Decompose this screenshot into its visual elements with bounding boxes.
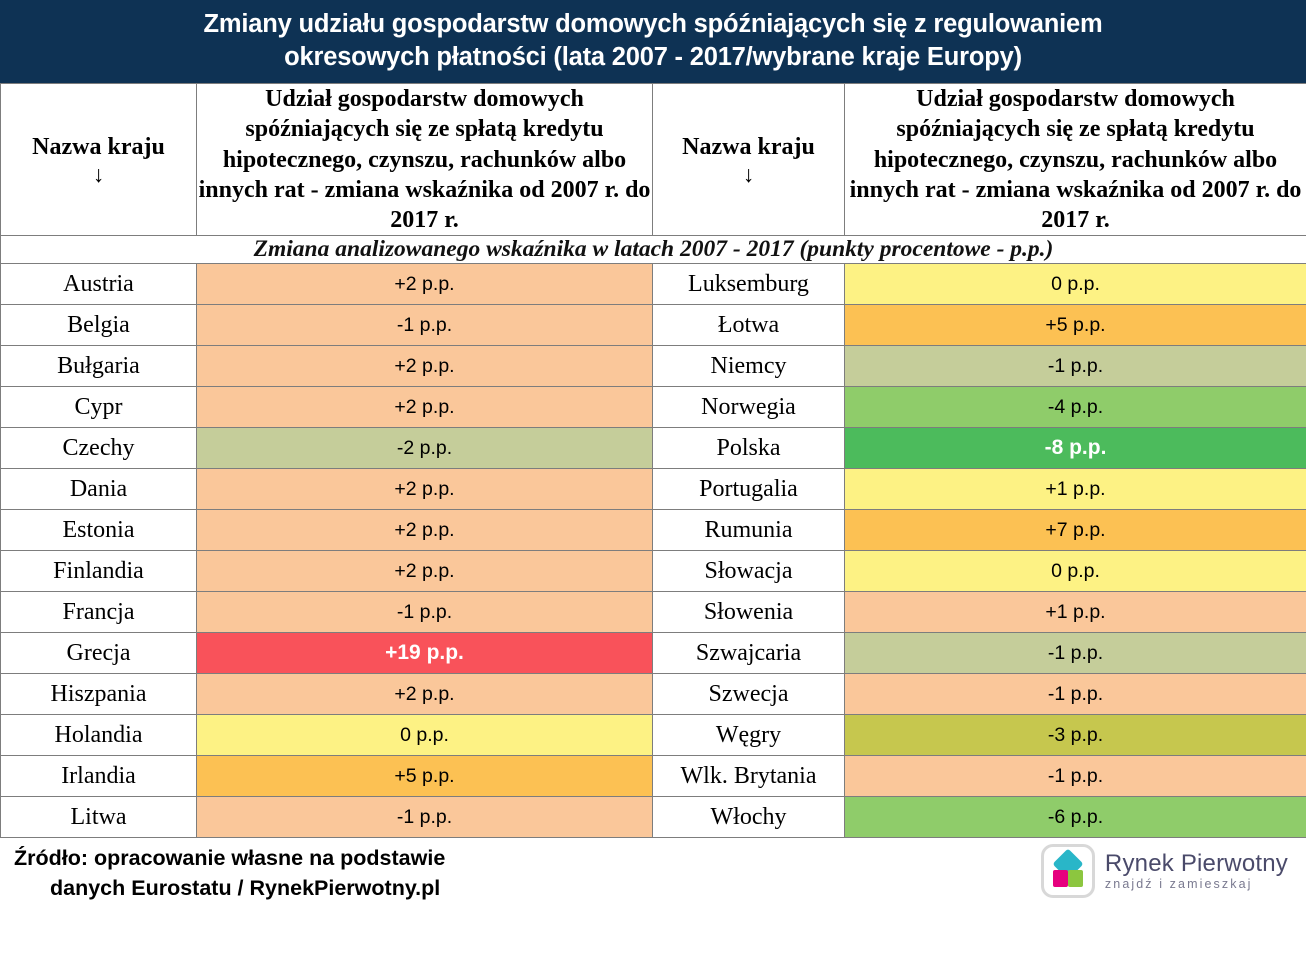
table-subheader-row	[1, 236, 1306, 264]
country-cell-right: Luksemburg	[653, 264, 845, 305]
country-cell-left: Cypr	[1, 387, 197, 428]
country-cell-right: Niemcy	[653, 346, 845, 387]
country-cell-left: Litwa	[1, 797, 197, 838]
right-square-icon	[1068, 870, 1083, 887]
value-cell-left: +2 p.p.	[197, 510, 653, 551]
source-line-1: Źródło: opracowanie własne na podstawie	[14, 846, 446, 871]
country-cell-right: Węgry	[653, 715, 845, 756]
brand-logo[interactable]	[1041, 844, 1288, 898]
source-line-2: danych Eurostatu / RynekPierwotny.pl	[50, 876, 441, 901]
value-cell-right: 0 p.p.	[845, 264, 1306, 305]
country-cell-left: Holandia	[1, 715, 197, 756]
country-cell-right: Włochy	[653, 797, 845, 838]
header-value-right: Udział gospodarstw domowych spóźniających się ze spłatą kredytu hipotecznego, czynszu, rachunków albo innych rat - zmiana wskaźnika od 2007 r. do 2017 r.	[845, 84, 1306, 236]
value-cell-right: +7 p.p.	[845, 510, 1306, 551]
down-arrow-icon: ↓	[742, 162, 755, 188]
country-cell-right: Słowenia	[653, 592, 845, 633]
brand-name: Rynek Pierwotny	[1104, 850, 1288, 878]
value-cell-right: -1 p.p.	[845, 756, 1306, 797]
table-row	[1, 305, 1306, 346]
value-cell-left: -1 p.p.	[197, 592, 653, 633]
value-cell-right: -6 p.p.	[845, 797, 1306, 838]
house-logo-icon	[1041, 844, 1095, 898]
table-row	[1, 346, 1306, 387]
table-row	[1, 756, 1306, 797]
table-row	[1, 428, 1306, 469]
value-cell-left: -1 p.p.	[197, 305, 653, 346]
page-title	[0, 0, 1306, 83]
country-cell-right: Rumunia	[653, 510, 845, 551]
value-cell-right: -1 p.p.	[845, 674, 1306, 715]
country-cell-left: Dania	[1, 469, 197, 510]
table-header-row	[1, 84, 1306, 236]
down-arrow-icon: ↓	[92, 162, 105, 188]
title-line-1: Zmiany udziału gospodarstw domowych spóźniających się z regulowaniem	[203, 10, 1103, 38]
value-cell-right: -8 p.p.	[845, 428, 1306, 469]
value-cell-right: -4 p.p.	[845, 387, 1306, 428]
table-row	[1, 264, 1306, 305]
table-row	[1, 797, 1306, 838]
title-line-2: okresowych płatności (lata 2007 - 2017/wybrane kraje Europy)	[284, 42, 1022, 71]
subheader-label: Zmiana analizowanego wskaźnika w latach 2007 - 2017 (punkty procentowe - p.p.)	[1, 236, 1306, 264]
table-row	[1, 633, 1306, 674]
value-cell-right: 0 p.p.	[845, 551, 1306, 592]
value-cell-left: +2 p.p.	[197, 346, 653, 387]
table-row	[1, 469, 1306, 510]
country-cell-left: Grecja	[1, 633, 197, 674]
data-table	[0, 83, 1306, 838]
country-cell-left: Belgia	[1, 305, 197, 346]
value-cell-left: -2 p.p.	[197, 428, 653, 469]
value-cell-right: -1 p.p.	[845, 346, 1306, 387]
value-cell-right: -1 p.p.	[845, 633, 1306, 674]
table-row	[1, 715, 1306, 756]
country-cell-right: Słowacja	[653, 551, 845, 592]
header-country-left	[1, 84, 197, 236]
country-cell-left: Francja	[1, 592, 197, 633]
header-country-right	[653, 84, 845, 236]
value-cell-left: 0 p.p.	[197, 715, 653, 756]
value-cell-right: +1 p.p.	[845, 469, 1306, 510]
country-cell-left: Czechy	[1, 428, 197, 469]
country-cell-right: Portugalia	[653, 469, 845, 510]
value-cell-right: -3 p.p.	[845, 715, 1306, 756]
country-cell-right: Wlk. Brytania	[653, 756, 845, 797]
country-cell-right: Szwecja	[653, 674, 845, 715]
value-cell-left: +2 p.p.	[197, 264, 653, 305]
header-country-left-text: Nazwa kraju	[32, 134, 165, 161]
country-cell-left: Austria	[1, 264, 197, 305]
table-row	[1, 592, 1306, 633]
table-row	[1, 387, 1306, 428]
table-row	[1, 510, 1306, 551]
country-cell-left: Estonia	[1, 510, 197, 551]
country-cell-right: Łotwa	[653, 305, 845, 346]
value-cell-right: +5 p.p.	[845, 305, 1306, 346]
country-cell-left: Bułgaria	[1, 346, 197, 387]
value-cell-left: -1 p.p.	[197, 797, 653, 838]
table-row	[1, 551, 1306, 592]
country-cell-left: Hiszpania	[1, 674, 197, 715]
country-cell-left: Irlandia	[1, 756, 197, 797]
value-cell-left: +19 p.p.	[197, 633, 653, 674]
header-value-left: Udział gospodarstw domowych spóźniających się ze spłatą kredytu hipotecznego, czynszu, rachunków albo innych rat - zmiana wskaźnika od 2007 r. do 2017 r.	[197, 84, 653, 236]
value-cell-left: +2 p.p.	[197, 387, 653, 428]
header-country-right-text: Nazwa kraju	[682, 134, 815, 161]
country-cell-right: Szwajcaria	[653, 633, 845, 674]
left-square-icon	[1053, 870, 1068, 887]
brand-text	[1105, 851, 1288, 891]
country-cell-right: Polska	[653, 428, 845, 469]
country-cell-left: Finlandia	[1, 551, 197, 592]
brand-tagline: znajdź i zamieszkaj	[1104, 876, 1253, 891]
value-cell-left: +2 p.p.	[197, 469, 653, 510]
table-body	[1, 264, 1306, 838]
footer	[0, 838, 1306, 912]
value-cell-right: +1 p.p.	[845, 592, 1306, 633]
value-cell-left: +2 p.p.	[197, 551, 653, 592]
table-row	[1, 674, 1306, 715]
country-cell-right: Norwegia	[653, 387, 845, 428]
value-cell-left: +5 p.p.	[197, 756, 653, 797]
value-cell-left: +2 p.p.	[197, 674, 653, 715]
